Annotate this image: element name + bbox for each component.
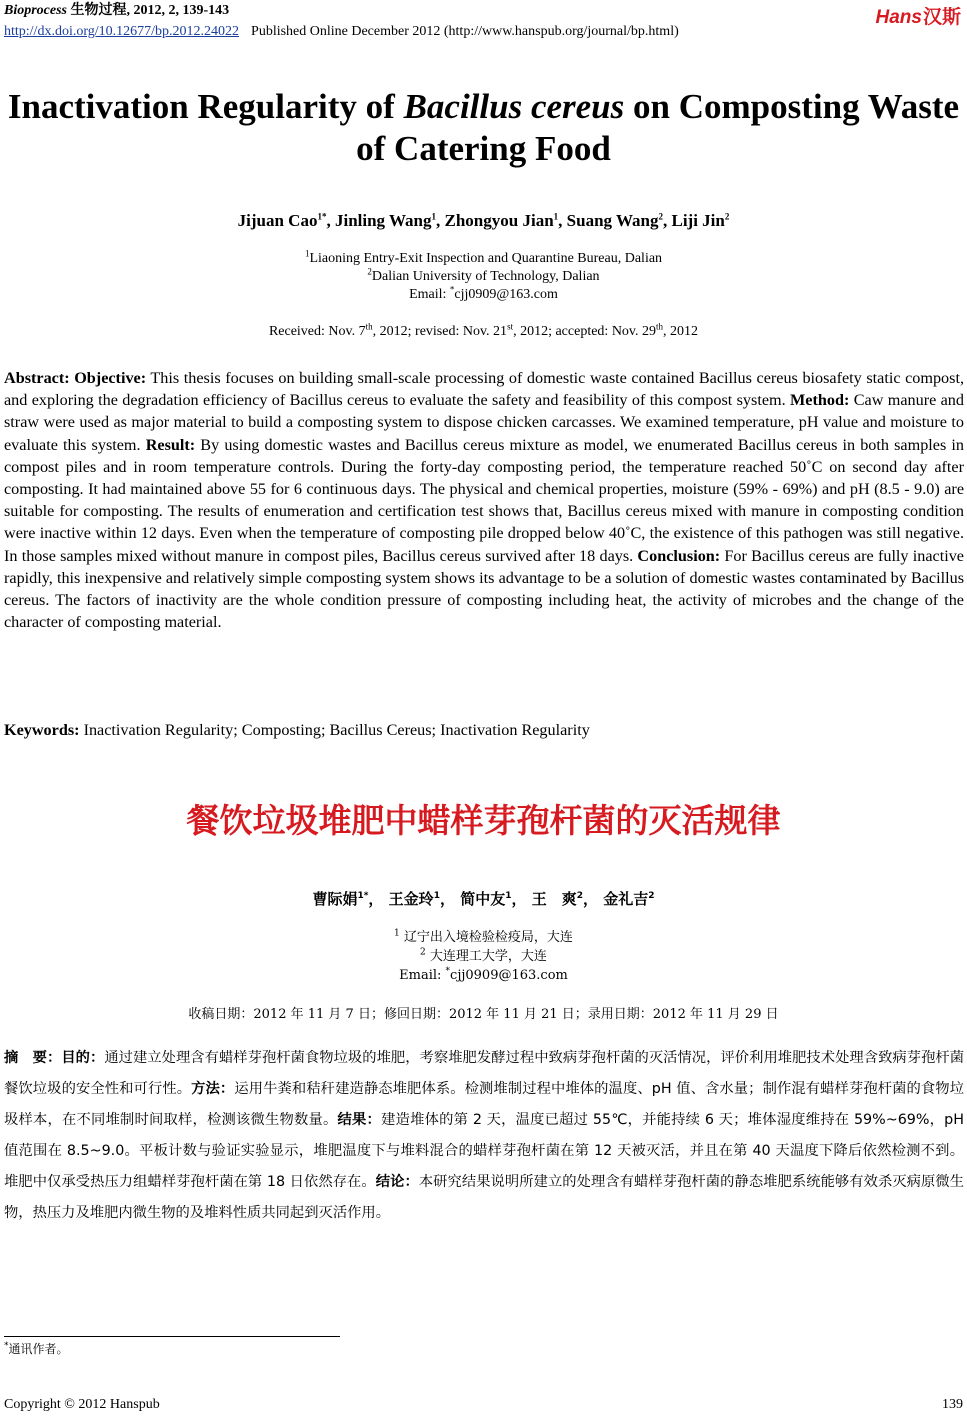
author-name: Zhongyou Jian xyxy=(444,211,554,230)
hanspub-logo xyxy=(876,2,961,29)
cn-result-label: 结果： xyxy=(337,1112,382,1128)
doi-line xyxy=(4,23,963,41)
author-name: 王金玲 xyxy=(388,890,434,908)
aff-text: Dalian University of Technology, Dalian xyxy=(371,269,600,284)
result-label: Result: xyxy=(145,435,196,454)
author-sep: , xyxy=(558,211,567,230)
title-part-1: Inactivation Regularity of xyxy=(7,87,404,126)
author-sep: ， xyxy=(368,890,384,908)
title-italic: Bacillus cereus xyxy=(403,87,625,126)
keywords-text: Inactivation Regularity; Composting; Bacillus Cereus; Inactivation Regularity xyxy=(79,721,590,739)
keywords-label: Keywords: xyxy=(4,721,80,739)
author-sup: 2 xyxy=(576,891,584,901)
title-part-2: on Composting Waste of Catering Food xyxy=(356,87,960,168)
cn-method: 运用牛粪和秸秆建造静态堆肥体系。检测堆制过程中堆体的温度、pH 值、含水量；制作混有蜡样芽孢杆菌的食物垃圾样本，在不同堆制时间取样，检测该微生物数量。 xyxy=(4,1081,964,1128)
logo-text-en: Hans xyxy=(875,7,922,28)
author-sup: 2 xyxy=(724,211,730,222)
date-tail: , 2012 xyxy=(663,324,699,339)
author-sep: ， xyxy=(511,890,527,908)
cn-affiliation-2 xyxy=(0,947,967,966)
author-sup: 1 xyxy=(553,211,559,222)
abstract-result: By using domestic wastes and Bacillus cereus mixture as model, we enumerated Bacillus cereus in both samples in compost piles and in room temperature controls. During the forty-day composting period, the temperature reached 50˚C on second day after composting. It had maintained above 55 for 6 continuous days. The physical and chemical properties, moisture (59% - 69%) and pH (8.5 - 9.0) are suitable for composting. The results of enumeration and certification test shows that, Bacillus cereus mixed with manure in composting condition were inactive within 12 days. Even when the temperature of composting pile dropped below 40˚C, the existence of this pathogen was still negative. In those samples mixed without manure in compost piles, Bacillus cereus survived after 18 days. xyxy=(4,435,964,565)
conclusion-label: Conclusion: xyxy=(637,546,721,565)
date-sup: th xyxy=(365,321,373,332)
author-sep: , xyxy=(436,211,445,230)
author-sup: 1 xyxy=(433,891,440,901)
footnote-sup: * xyxy=(4,1341,9,1351)
cn-conclusion: 本研究结果说明所建立的处理含有蜡样芽孢杆菌的静态堆肥系统能够有效杀灭病原微生物，热压力及堆肥内微生物的及堆料性质共同起到灭活作用。 xyxy=(4,1174,965,1221)
cn-affiliation-1 xyxy=(0,928,967,947)
revised-date: , 2012; revised: Nov. 21 xyxy=(372,324,508,339)
aff-text: 辽宁出入境检验检疫局，大连 xyxy=(403,930,573,945)
author-name: Liji Jin xyxy=(671,211,725,230)
author-sup: 1 xyxy=(431,211,437,222)
author-name: Jinling Wang xyxy=(334,211,432,230)
accepted-date: , 2012; accepted: Nov. 29 xyxy=(513,324,657,339)
keywords xyxy=(4,721,964,740)
abstract-objective: This thesis focuses on building small-scale processing of domestic waste contained Bacillus cereus biosafety static compost, and exploring the degradation efficiency of Bacillus cereus to evaluate the safety and feasibility of this compost system. xyxy=(4,369,964,410)
copyright: Copyright © 2012 Hanspub xyxy=(4,1397,160,1412)
footnote-divider xyxy=(4,1336,340,1337)
aff-text: 大连理工大学，大连 xyxy=(429,949,547,964)
cn-objective: 通过建立处理含有蜡样芽孢杆菌食物垃圾的堆肥，考察堆肥发酵过程中致病芽孢杆菌的灭活情况，评价利用堆肥技术处理含致病芽孢杆菌餐饮垃圾的安全性和可行性。 xyxy=(4,1050,965,1097)
cn-email-line xyxy=(0,966,967,985)
author-sep: , xyxy=(662,211,672,230)
method-label: Method: xyxy=(790,391,850,410)
aff-sup: 1 xyxy=(304,248,310,259)
english-abstract xyxy=(4,367,964,633)
page-header xyxy=(4,2,963,46)
cn-result: 建造堆体的第 2 天，温度已超过 55℃，并能持续 6 天；堆体湿度维持在 59%~69%，pH 值范围在 8.5~9.0。平板计数与验证实验显示，堆肥温度下与堆料混合的蜡样芽孢杆菌在第 12 天被灭活，并且在第 40 天温度下降后依然检测不到。堆肥中仅承受热压力组蜡样芽孢杆菌在第 18 日依然存在。 xyxy=(4,1112,965,1190)
page-number: 139 xyxy=(942,1397,963,1412)
cn-abstract-label: 摘 要： xyxy=(4,1050,62,1066)
author-sep: ， xyxy=(439,890,455,908)
published-online: Published Online December 2012 (http://www.hanspub.org/journal/bp.html) xyxy=(251,24,679,39)
author-sup: 1* xyxy=(317,211,327,222)
author-sep: , xyxy=(326,211,335,230)
email-sup: * xyxy=(445,966,451,977)
journal-name-cn: 生物过程 xyxy=(70,3,127,18)
author-sup: 2 xyxy=(658,211,663,222)
author-name: Suang Wang xyxy=(566,211,659,230)
dates-line xyxy=(0,323,967,341)
chinese-authors xyxy=(0,888,967,909)
journal-citation xyxy=(4,2,963,20)
aff-sup: 2 xyxy=(420,947,426,958)
cn-conclusion-label: 结论： xyxy=(375,1174,419,1190)
footnote-text: 通讯作者。 xyxy=(8,1342,69,1356)
aff-sup: 2 xyxy=(367,266,372,277)
chinese-title: 餐饮垃圾堆肥中蜡样芽孢杆菌的灭活规律 xyxy=(186,801,781,840)
cn-objective-label: 目的： xyxy=(61,1050,105,1066)
email-line xyxy=(0,286,967,304)
logo-text-cn: 汉斯 xyxy=(922,6,961,28)
email-label: Email: xyxy=(399,968,446,983)
date-sup: st xyxy=(507,321,514,332)
english-title xyxy=(0,86,967,170)
abstract-label: Abstract: Objective: xyxy=(4,369,147,387)
cn-dates-line: 收稿日期：2012 年 11 月 7 日；修回日期：2012 年 11 月 21 日；录用日期：2012 年 11 月 29 日 xyxy=(188,1007,779,1022)
aff-text: Liaoning Entry-Exit Inspection and Quarantine Bureau, Dalian xyxy=(309,251,663,266)
aff-sup: 1 xyxy=(394,928,400,939)
doi-link[interactable]: http://dx.doi.org/10.12677/bp.2012.24022 xyxy=(4,24,240,39)
author-name: Jijuan Cao xyxy=(237,211,318,230)
journal-name: Bioprocess xyxy=(4,3,67,18)
author-sup: 2 xyxy=(648,891,655,901)
email-sup: * xyxy=(449,284,455,295)
date-sup: th xyxy=(656,321,664,332)
cn-method-label: 方法： xyxy=(191,1081,235,1097)
email-address: cjj0909@163.com xyxy=(454,287,558,302)
english-authors xyxy=(0,211,967,231)
abstract-conclusion: For Bacillus cereus are fully inactive rapidly, this inexpensive and relatively simple composting system shows its advantage to be a solution of domestic wastes contaminated by Bacillus cereus. The factors of inactivity are the whole condition pressure of composting including heat, the activity of microbes and the change of the character of composting material. xyxy=(4,546,964,632)
abstract-method: Caw manure and straw were used as major material to build a composting system to dispose chicken carcasses. We examined temperature, pH value and moisture to evaluate this system. xyxy=(4,391,964,454)
footnote xyxy=(4,1340,69,1357)
author-name: 简中友 xyxy=(460,890,506,908)
author-sup: 1* xyxy=(357,891,369,901)
author-sep: ， xyxy=(583,890,599,908)
affiliation-2 xyxy=(0,268,967,286)
author-name: 曹际娟 xyxy=(312,890,358,908)
author-name: 金礼吉 xyxy=(603,890,649,908)
chinese-abstract xyxy=(4,1043,964,1229)
affiliation-1 xyxy=(0,250,967,268)
email-address: cjj0909@163.com xyxy=(450,968,568,983)
email-label: Email: xyxy=(409,287,450,302)
received-date: Received: Nov. 7 xyxy=(268,324,366,339)
journal-issue: , 2012, 2, 139-143 xyxy=(126,3,230,18)
author-sup: 1 xyxy=(505,891,512,901)
author-name: 王 爽 xyxy=(531,890,577,908)
